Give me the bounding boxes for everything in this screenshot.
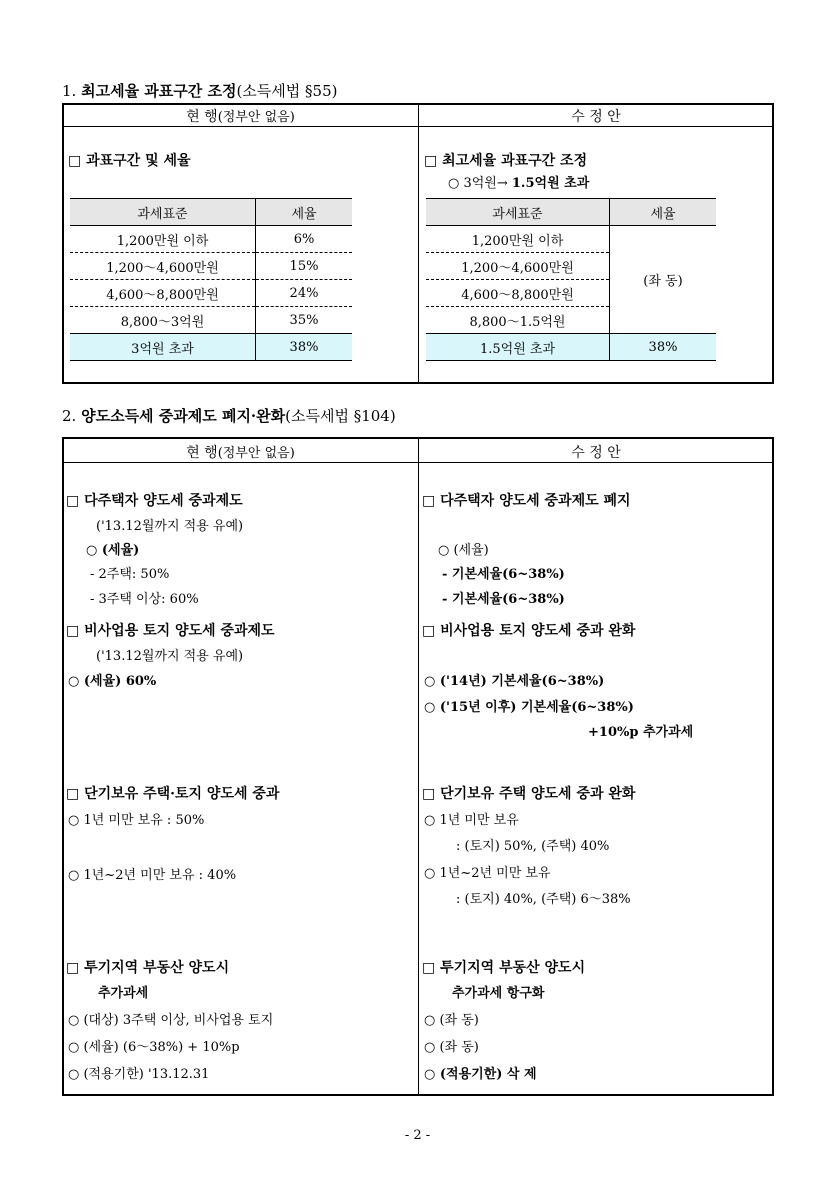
right-line: : (토지) 40%, (주택) 6～38% bbox=[456, 892, 631, 907]
section1-left-heading: □ 과표구간 및 세율 bbox=[68, 153, 191, 169]
section1-number: 1. bbox=[62, 82, 77, 100]
section2-title bbox=[62, 405, 396, 426]
header-current: 현 행 bbox=[186, 109, 218, 125]
table-cell: 6% bbox=[256, 226, 353, 253]
section2-right-header bbox=[419, 442, 773, 462]
section1-ref: (소득세법 §55) bbox=[236, 82, 338, 100]
left-line: - 3주택 이상: 60% bbox=[90, 592, 199, 607]
left-line: ○ (적용기한) '13.12.31 bbox=[68, 1067, 210, 1082]
right-line: ○ (세율) bbox=[438, 543, 489, 558]
col-header-base: 과세표준 bbox=[70, 199, 256, 226]
table-row bbox=[70, 253, 352, 280]
current-rate-table bbox=[70, 198, 352, 361]
col-header-rate: 세율 bbox=[256, 199, 353, 226]
table-row-highlight bbox=[70, 334, 352, 361]
table-cell: 8,800～3억원 bbox=[70, 307, 256, 334]
left-line: □ 단기보유 주택·토지 양도세 중과 bbox=[66, 786, 280, 802]
left-line: ○ 1년 미만 보유 : 50% bbox=[68, 813, 205, 828]
col-header-rate: 세율 bbox=[610, 199, 717, 226]
left-line: ○ (세율) (6～38%) + 10%p bbox=[68, 1040, 240, 1055]
table-cell: 1,200만원 이하 bbox=[426, 226, 610, 253]
left-line: 추가과세 bbox=[98, 986, 149, 1001]
right-line: ○ (좌 동) bbox=[424, 1040, 479, 1055]
right-line: - 기본세율(6~38%) bbox=[442, 592, 565, 607]
table-cell: 1,200～4,600만원 bbox=[70, 253, 256, 280]
left-line: ○ (세율) 60% bbox=[68, 674, 157, 689]
table-cell bbox=[426, 307, 610, 334]
right-line: □ 단기보유 주택 양도세 중과 완화 bbox=[422, 786, 636, 802]
left-line: ○ 1년~2년 미만 보유 : 40% bbox=[68, 868, 237, 883]
table-cell: 3억원 초과 bbox=[70, 334, 256, 361]
table-cell: 15% bbox=[256, 253, 353, 280]
right-line: 추가과세 항구화 bbox=[452, 986, 545, 1001]
col-header-base: 과세표준 bbox=[426, 199, 610, 226]
right-line: ○ ('15년 이후) 기본세율(6~38%) bbox=[424, 700, 634, 715]
merged-rate-cell: (좌 동) bbox=[610, 226, 717, 334]
left-line: □ 다주택자 양도세 중과제도 bbox=[66, 493, 243, 509]
left-line: ○ (대상) 3주택 이상, 비사업용 토지 bbox=[68, 1013, 274, 1028]
section1-title bbox=[62, 80, 337, 101]
cell-text: 8,800～1.5억원 bbox=[469, 314, 566, 330]
right-line: +10%p 추가과세 bbox=[588, 725, 694, 740]
right-line: ○ (적용기한) 삭 제 bbox=[424, 1067, 537, 1082]
section2-ref: (소득세법 §104) bbox=[285, 407, 396, 425]
table-cell: 4,600～8,800만원 bbox=[426, 280, 610, 307]
table-cell: 38% bbox=[610, 334, 717, 361]
right-line: : (토지) 50%, (주택) 40% bbox=[456, 839, 610, 854]
left-line: □ 비사업용 토지 양도세 중과제도 bbox=[66, 623, 275, 639]
header-proposal: 수 정 안 bbox=[571, 445, 621, 461]
section2-left-header bbox=[63, 442, 418, 462]
table-cell: 38% bbox=[256, 334, 353, 361]
section1-right-header bbox=[419, 106, 773, 126]
right-line: - 기본세율(6~38%) bbox=[442, 567, 565, 582]
table-row bbox=[70, 280, 352, 307]
section1-divider bbox=[418, 104, 419, 383]
table-row bbox=[70, 307, 352, 334]
table-cell: 4,600～8,800만원 bbox=[70, 280, 256, 307]
section1-header-rule bbox=[63, 126, 773, 127]
subline-prefix: ○ 3억원→ bbox=[448, 176, 512, 191]
header-note: (정부안 없음) bbox=[217, 110, 295, 125]
left-line: ('13.12월까지 적용 유예) bbox=[96, 649, 244, 664]
right-line: □ 다주택자 양도세 중과제도 폐지 bbox=[422, 493, 631, 509]
subline-bold: 1.5억원 초과 bbox=[511, 176, 590, 191]
table-cell: 24% bbox=[256, 280, 353, 307]
header-note: (정부안 없음) bbox=[217, 446, 295, 461]
right-line: □ 투기지역 부동산 양도시 bbox=[422, 960, 586, 976]
section1-title-text: 최고세율 과표구간 조정 bbox=[81, 82, 237, 100]
section1-right-subline bbox=[448, 172, 589, 191]
left-line: ('13.12월까지 적용 유예) bbox=[96, 519, 244, 534]
table-cell: 1.5억원 초과 bbox=[426, 334, 610, 361]
section1-right-heading: □ 최고세율 과표구간 조정 bbox=[424, 153, 588, 169]
right-line: ○ ('14년) 기본세율(6~38%) bbox=[424, 674, 605, 689]
left-line: ○ (세율) bbox=[86, 543, 140, 558]
right-line: □ 비사업용 토지 양도세 중과 완화 bbox=[422, 623, 636, 639]
table-row bbox=[426, 226, 716, 253]
section2-header-rule bbox=[63, 462, 773, 463]
right-line: ○ 1년~2년 미만 보유 bbox=[424, 866, 551, 881]
table-cell: 35% bbox=[256, 307, 353, 334]
table-cell: 1,200～4,600만원 bbox=[426, 253, 610, 280]
right-line: ○ 1년 미만 보유 bbox=[424, 813, 519, 828]
table-row bbox=[70, 226, 352, 253]
section2-number: 2. bbox=[62, 407, 77, 425]
header-proposal: 수 정 안 bbox=[571, 109, 621, 125]
table-row-highlight bbox=[426, 334, 716, 361]
right-line: ○ (좌 동) bbox=[424, 1013, 479, 1028]
left-line: - 2주택: 50% bbox=[90, 567, 170, 582]
section2-divider bbox=[418, 438, 419, 1095]
page-number: - 2 - bbox=[404, 1128, 431, 1143]
section2-title-text: 양도소득세 중과제도 폐지·완화 bbox=[81, 407, 286, 425]
section1-left-header bbox=[63, 106, 418, 126]
header-current: 현 행 bbox=[186, 445, 218, 461]
left-line: □ 투기지역 부동산 양도시 bbox=[66, 960, 230, 976]
proposed-rate-table bbox=[426, 198, 716, 361]
table-cell: 1,200만원 이하 bbox=[70, 226, 256, 253]
